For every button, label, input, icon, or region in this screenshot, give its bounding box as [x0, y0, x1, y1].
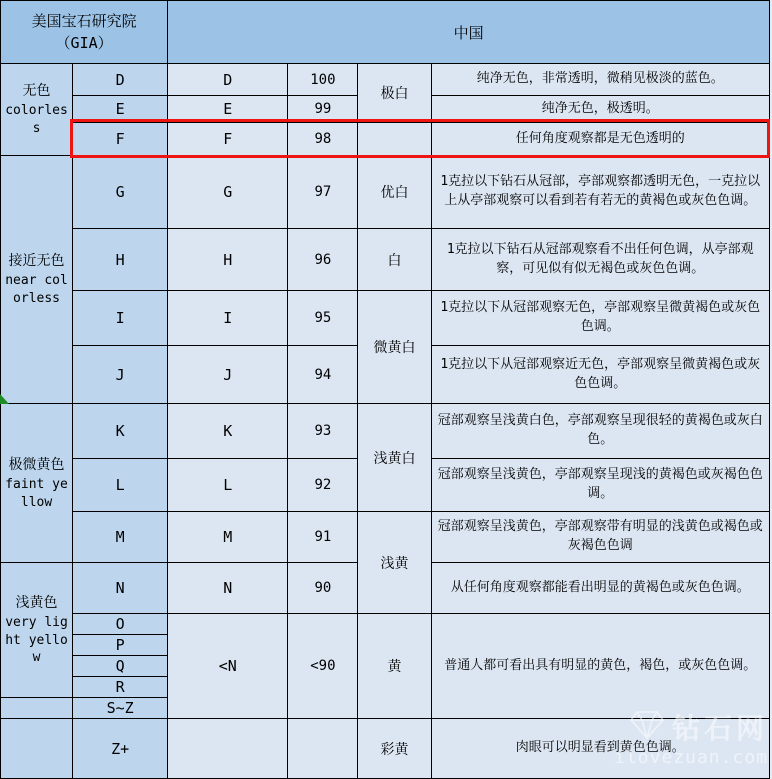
gia-category-faint-yellow-zh: 极微黄色	[8, 456, 65, 473]
desc-h: 1克拉以下钻石从冠部观察看不出任何色调，从亭部观察，可见似有似无褐色或灰色色调。	[431, 229, 770, 291]
cn-grade-h: H	[168, 229, 288, 291]
gia-grade-l: L	[73, 459, 168, 512]
watermark-site-url: ilovezuan.com	[614, 747, 768, 768]
gia-category-near-colorless	[1, 156, 73, 404]
gia-grade-f: F	[73, 123, 168, 156]
desc-zplus: 肉眼可以明显看到黄色色调。	[431, 719, 770, 779]
score-l: 92	[288, 459, 358, 512]
score-n: 90	[288, 563, 358, 614]
desc-g: 1克拉以下钻石从冠部，亭部观察都透明无色，一克拉以上从亭部观察可以看到若有若无的黄褐色或灰色色调。	[431, 156, 770, 229]
gia-category-very-light-yellow-en: very light yellow	[5, 615, 68, 666]
cn-grade-f: F	[168, 123, 288, 156]
score-j: 94	[288, 346, 358, 404]
gia-grade-d: D	[73, 64, 168, 96]
gia-category-faint-yellow	[1, 404, 73, 563]
desc-l: 冠部观察呈浅黄色，亭部观察呈现浅的黄褐色或灰褐色色调。	[431, 459, 770, 512]
cn-grade-k: K	[168, 404, 288, 459]
gia-category-colorless	[1, 64, 73, 156]
cn-grade-n: N	[168, 563, 288, 614]
gia-grade-m: M	[73, 512, 168, 563]
gia-category-colorless-en: colorless	[5, 103, 68, 136]
score-g: 97	[288, 156, 358, 229]
gia-grade-zplus: Z+	[73, 719, 168, 779]
cn-category-bai: 白	[358, 229, 431, 291]
gia-grade-i: I	[73, 291, 168, 346]
cn-category-huang: 黄	[358, 614, 431, 719]
desc-f: 任何角度观察都是无色透明的	[431, 123, 770, 156]
score-i: 95	[288, 291, 358, 346]
cn-category-weihuangbai: 微黄白	[358, 291, 431, 404]
score-h: 96	[288, 229, 358, 291]
gia-grade-k: K	[73, 404, 168, 459]
gia-category-colorless-zh: 无色	[22, 83, 51, 100]
cn-grade-m: M	[168, 512, 288, 563]
score-below-90: <90	[288, 614, 358, 719]
gia-category-faint-yellow-en: faint yellow	[5, 476, 68, 510]
gia-grade-r: R	[73, 677, 168, 698]
score-e: 99	[288, 96, 358, 123]
cn-category-f-empty	[358, 123, 431, 156]
gia-category-very-light-yellow-zh: 浅黄色	[15, 595, 58, 612]
desc-k: 冠部观察呈浅黄白色，亭部观察呈现很轻的黄褐色或灰白色。	[431, 404, 770, 459]
header-gia-line1: 美国宝石研究院	[31, 11, 137, 30]
header-gia	[1, 1, 168, 64]
gia-grade-g: G	[73, 156, 168, 229]
cn-category-qianhuangbai: 浅黄白	[358, 404, 431, 512]
gia-grade-j: J	[73, 346, 168, 404]
header-china: 中国	[168, 1, 770, 64]
gia-category-near-colorless-zh: 接近无色	[8, 253, 65, 270]
cn-category-youbai: 优白	[358, 156, 431, 229]
score-m: 91	[288, 512, 358, 563]
cn-grade-e: E	[168, 96, 288, 123]
desc-below-n: 普通人都可看出具有明显的黄色，褐色，或灰色色调。	[431, 614, 770, 719]
desc-m: 冠部观察呈浅黄色，亭部观察带有明显的浅黄色或褐色或灰褐色色调	[431, 512, 770, 563]
desc-e: 纯净无色，极透明。	[431, 96, 770, 123]
gia-grade-q: Q	[73, 656, 168, 677]
cn-grade-i: I	[168, 291, 288, 346]
gia-category-near-colorless-en: near colorless	[5, 273, 68, 306]
desc-d: 纯净无色，非常透明，微稍见极淡的蓝色。	[431, 64, 770, 96]
cn-category-qianhuang: 浅黄	[358, 512, 431, 614]
desc-i: 1克拉以下从冠部观察无色，亭部观察呈微黄褐色或灰色色调。	[431, 291, 770, 346]
desc-j: 1克拉以下从冠部观察近无色，亭部观察呈微黄褐色或灰色色调。	[431, 346, 770, 404]
header-gia-line2: （GIA）	[55, 34, 113, 52]
score-d: 100	[288, 64, 358, 96]
cn-category-caihuang: 彩黄	[358, 719, 431, 779]
gia-grade-o: O	[73, 614, 168, 635]
gia-grade-h: H	[73, 229, 168, 291]
cn-grade-below-n: <N	[168, 614, 288, 719]
desc-n: 从任何角度观察都能看出明显的黄褐色或灰色色调。	[431, 563, 770, 614]
score-k: 93	[288, 404, 358, 459]
cn-grade-g: G	[168, 156, 288, 229]
gia-grade-sz: S~Z	[73, 698, 168, 719]
cn-grade-l: L	[168, 459, 288, 512]
watermark-site-name: 钻石网	[671, 712, 768, 745]
gia-grade-p: P	[73, 635, 168, 656]
gia-category-very-light-yellow	[1, 563, 73, 698]
score-f: 98	[288, 123, 358, 156]
cn-grade-d: D	[168, 64, 288, 96]
gia-category-empty-sz	[1, 698, 73, 719]
gia-grade-n: N	[73, 563, 168, 614]
gia-grade-e: E	[73, 96, 168, 123]
cn-grade-j: J	[168, 346, 288, 404]
cn-category-jibai: 极白	[358, 64, 431, 123]
